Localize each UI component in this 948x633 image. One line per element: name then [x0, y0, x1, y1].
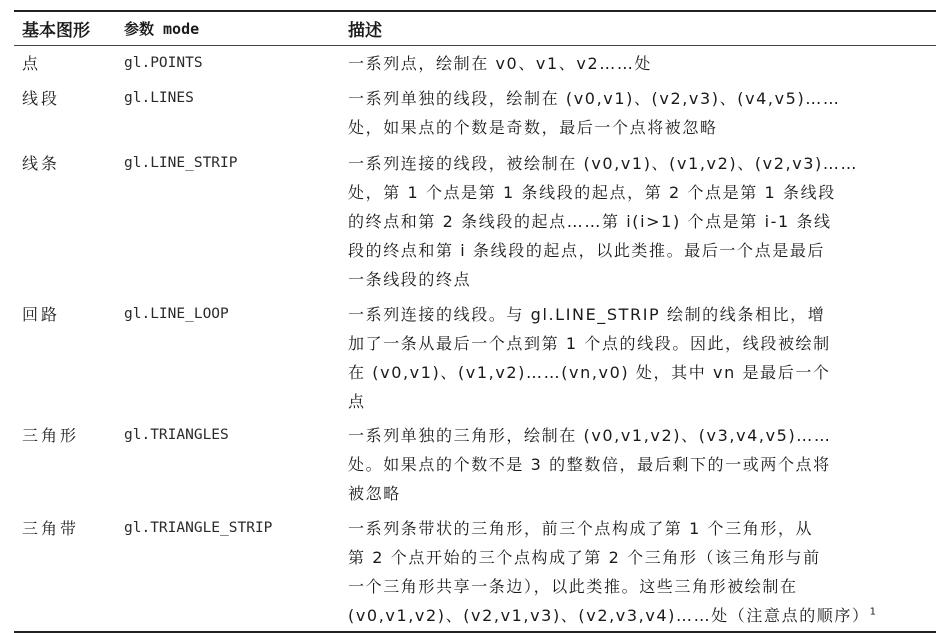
table-row	[14, 146, 936, 297]
row-description	[342, 421, 936, 508]
row-mode: gl.LINES	[124, 90, 194, 106]
row-type: 三角带	[22, 519, 80, 538]
table-row	[14, 418, 936, 511]
description-line: 一条线段的终点	[348, 270, 472, 289]
description-line: 处。如果点的个数不是 3 的整数倍，最后剩下的一或两个点将	[348, 455, 831, 474]
row-type: 线段	[22, 89, 61, 108]
description-line-text: (v0,v1,v2)、(v2,v1,v3)、(v2,v3,v4)……处（注意点的顺序）	[348, 606, 870, 625]
header-description: 描述	[348, 21, 382, 41]
header-mode: 参数 mode	[124, 20, 200, 38]
footnote-marker: 1	[869, 606, 878, 618]
table-header-row	[14, 12, 936, 45]
row-mode: gl.TRIANGLES	[124, 427, 229, 443]
table-row	[14, 81, 936, 146]
description-line: 点	[348, 392, 366, 411]
header-type: 基本图形	[22, 21, 90, 41]
table-row	[14, 511, 936, 631]
row-mode: gl.LINE_STRIP	[124, 155, 238, 171]
row-description	[342, 149, 936, 294]
description-line: 加了一条从最后一个点到第 1 个点的线段。因此，线段被绘制	[348, 334, 831, 353]
description-line: 第 2 个点开始的三个点构成了第 2 个三角形（该三角形与前	[348, 548, 821, 567]
primitive-table	[14, 10, 936, 633]
description-line: 的终点和第 2 条线段的起点……第 i(i>1) 个点是第 i-1 条线	[348, 212, 832, 231]
description-line: 一系列点，绘制在 v0、v1、v2……处	[348, 54, 653, 73]
description-line: 被忽略	[348, 484, 401, 503]
row-type: 点	[22, 54, 42, 73]
row-mode: gl.POINTS	[124, 55, 203, 71]
table-row	[14, 297, 936, 418]
description-line: 一个三角形共享一条边），以此类推。这些三角形被绘制在	[348, 577, 798, 596]
description-line: 一系列条带状的三角形，前三个点构成了第 1 个三角形，从	[348, 519, 814, 538]
row-type: 回路	[22, 305, 61, 324]
description-line: 处，如果点的个数是奇数，最后一个点将被忽略	[348, 118, 718, 137]
description-line: 在 (v0,v1)、(v1,v2)……(vn,v0) 处，其中 vn 是最后一个	[348, 363, 831, 382]
description-line: 一系列单独的线段，绘制在 (v0,v1)、(v2,v3)、(v4,v5)……	[348, 89, 841, 108]
row-description	[342, 300, 936, 416]
description-line: 处，第 1 个点是第 1 条线段的起点，第 2 个点是第 1 条线段	[348, 183, 836, 202]
description-line: 一系列连接的线段，被绘制在 (v0,v1)、(v1,v2)、(v2,v3)……	[348, 154, 859, 173]
description-line: 段的终点和第 i 条线段的起点，以此类推。最后一个点是最后	[348, 241, 826, 260]
row-description	[342, 514, 936, 630]
description-line: 一系列单独的三角形，绘制在 (v0,v1,v2)、(v3,v4,v5)……	[348, 426, 832, 445]
row-type: 线条	[22, 154, 61, 173]
row-type: 三角形	[22, 426, 80, 445]
description-line	[348, 601, 924, 630]
row-description	[342, 84, 936, 142]
table-row	[14, 46, 936, 81]
row-mode: gl.TRIANGLE_STRIP	[124, 520, 273, 536]
row-mode: gl.LINE_LOOP	[124, 306, 229, 322]
description-line: 一系列连接的线段。与 gl.LINE_STRIP 绘制的线条相比，增	[348, 305, 826, 324]
row-description	[342, 49, 936, 78]
